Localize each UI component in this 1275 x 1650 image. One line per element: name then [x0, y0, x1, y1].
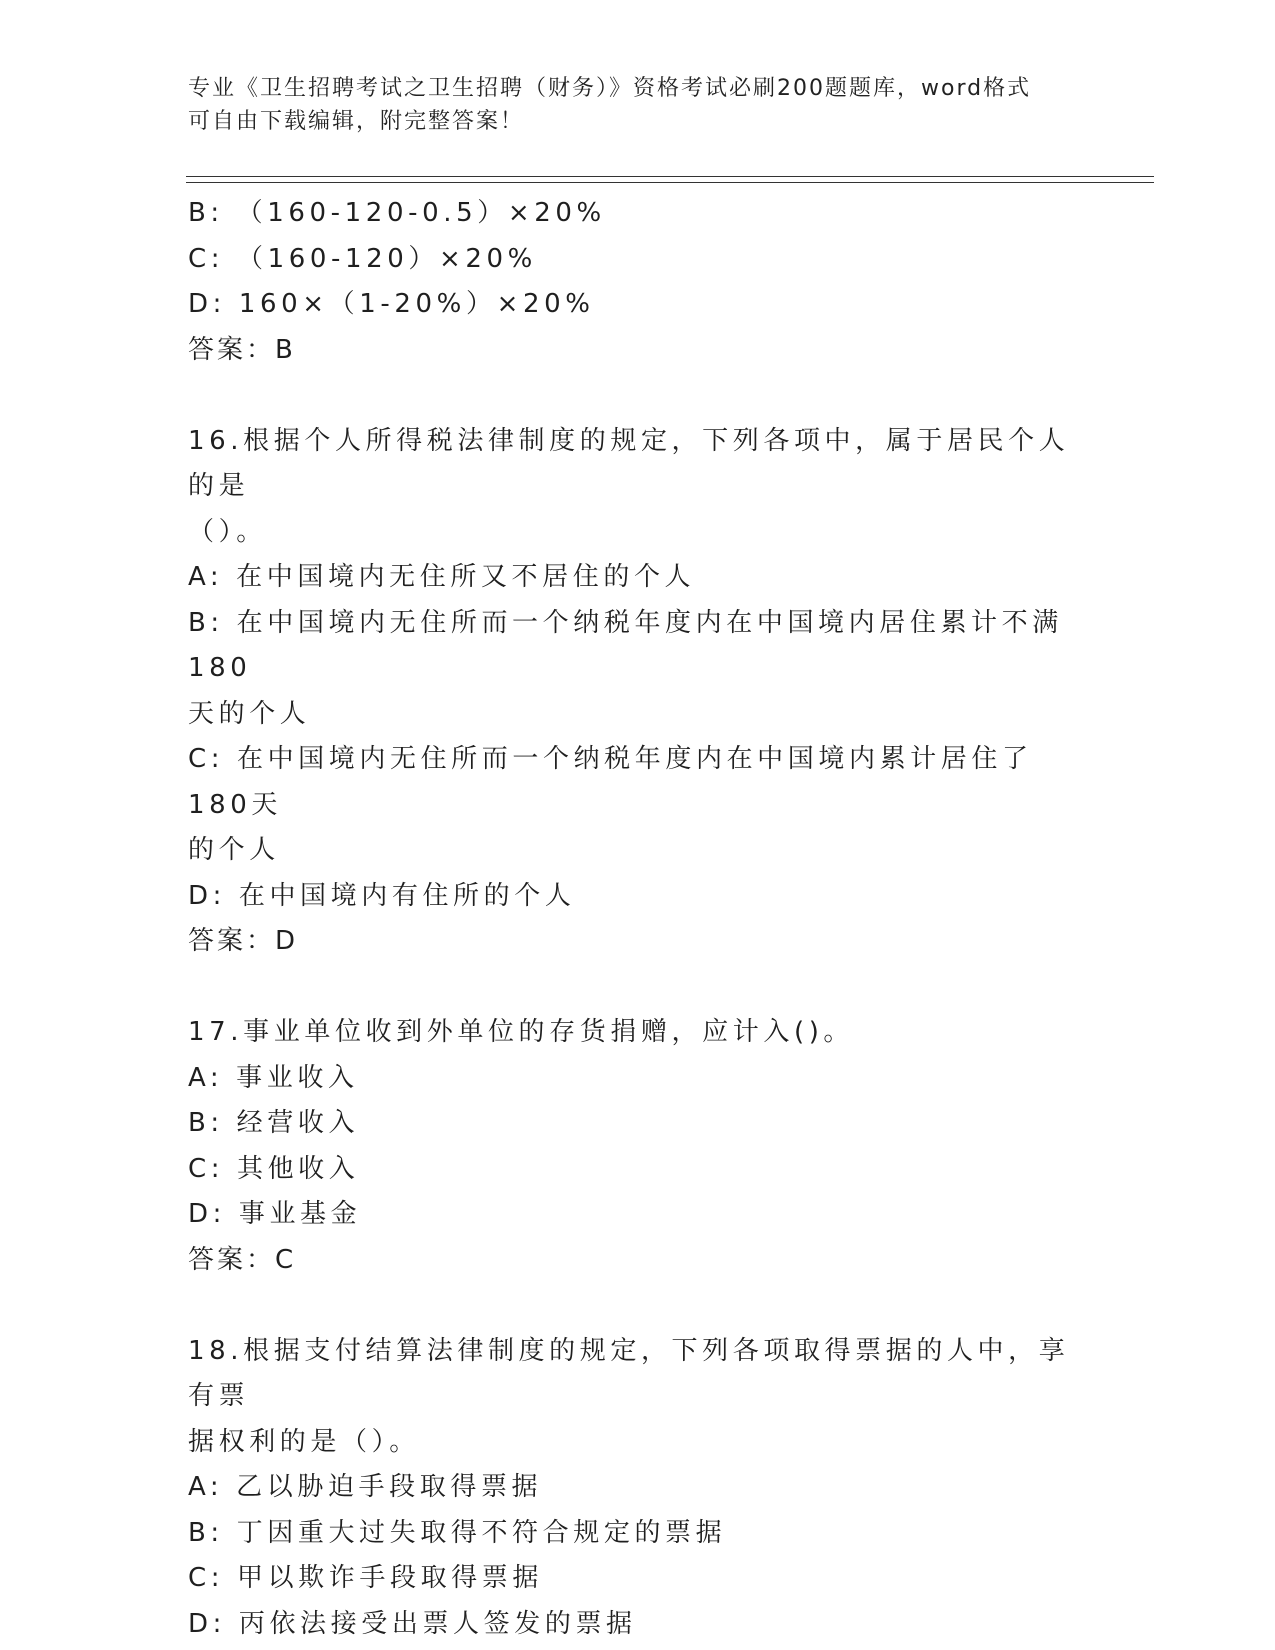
q16-stem-line-2: （）。	[188, 516, 267, 547]
q18-stem-line-1: 18.根据支付结算法律制度的规定，下列各项取得票据的人中，享有票	[188, 1335, 1070, 1411]
q18-option-b: B: 丁因重大过失取得不符合规定的票据	[188, 1517, 727, 1548]
header-line-1: 专业《卫生招聘考试之卫生招聘（财务）》资格考试必刷200题题库，word格式	[188, 76, 1032, 101]
q17-option-b: B: 经营收入	[188, 1108, 360, 1138]
q18-option-c: C: 甲以欺诈手段取得票据	[188, 1563, 543, 1593]
q17-option-d: D: 事业基金	[188, 1199, 362, 1229]
q17-answer: 答案：C	[188, 1244, 297, 1275]
header-line-2: 可自由下载编辑，附完整答案！	[188, 109, 525, 134]
q16-option-a: A: 在中国境内无住所又不居住的个人	[188, 562, 696, 592]
q16-option-d: D: 在中国境内有住所的个人	[188, 880, 576, 911]
document-header	[188, 72, 1088, 138]
q18-option-d: D: 丙依法接受出票人签发的票据	[188, 1608, 637, 1639]
q16-answer: 答案：D	[188, 926, 299, 956]
question-17	[188, 1010, 1088, 1283]
q17-option-a: A: 事业收入	[188, 1062, 359, 1093]
q16-stem-line-1: 16.根据个人所得税法律制度的规定，下列各项中，属于居民个人的是	[188, 425, 1070, 501]
q16-option-c-line-2: 的个人	[188, 835, 280, 865]
q16-option-b-line-2: 天的个人	[188, 698, 311, 729]
q15-option-c: C: （160-120）×20%	[188, 243, 537, 274]
spacer	[188, 373, 1088, 419]
q16-option-c-line-1: C: 在中国境内无住所而一个纳税年度内在中国境内累计居住了180天	[188, 744, 1033, 820]
question-18	[188, 1329, 1088, 1648]
header-divider-top	[186, 176, 1154, 177]
question-16	[188, 419, 1088, 965]
q18-stem-line-2: 据权利的是（）。	[188, 1426, 420, 1457]
question-15	[188, 191, 1088, 373]
q17-option-c: C: 其他收入	[188, 1153, 360, 1184]
q18-option-a: A: 乙以胁迫手段取得票据	[188, 1472, 543, 1502]
q17-stem: 17.事业单位收到外单位的存货捐赠，应计入()。	[188, 1017, 855, 1047]
q15-answer: 答案：B	[188, 334, 296, 365]
q16-option-b-line-1: B: 在中国境内无住所而一个纳税年度内在中国境内居住累计不满180	[188, 607, 1063, 683]
spacer	[188, 965, 1088, 1011]
q15-option-d: D: 160×（1-20%）×20%	[188, 289, 595, 319]
q15-option-b: B: （160-120-0.5）×20%	[188, 198, 606, 228]
question-list	[188, 191, 1088, 1647]
header-divider-bottom	[186, 182, 1154, 183]
spacer	[188, 1283, 1088, 1329]
